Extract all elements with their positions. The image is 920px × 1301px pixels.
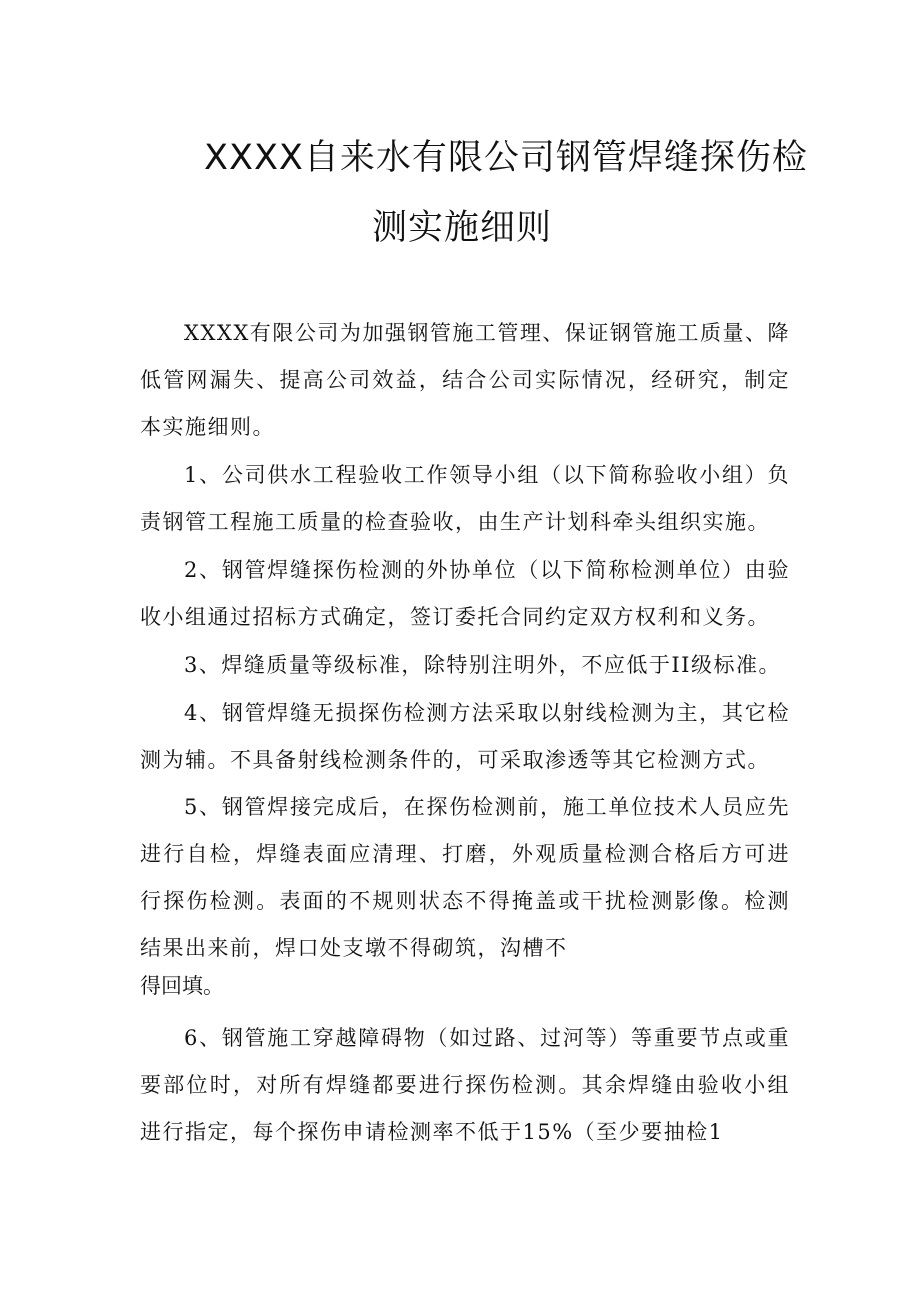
document-title-line-1: XXXX自来水有限公司钢管焊缝探伤检 bbox=[204, 138, 808, 178]
paragraph-text-continuation: 得回填。 bbox=[140, 974, 224, 998]
clause-4-paragraph bbox=[140, 690, 790, 784]
paragraph-text: 4、钢管焊缝无损探伤检测方法采取以射线检测为主，其它检测为辅。不具备射线检测条件的，可采取渗透等其它检测方式。 bbox=[140, 701, 790, 772]
intro-paragraph bbox=[140, 310, 790, 451]
document-title-line-2: 测实施细则 bbox=[372, 208, 553, 248]
clause-3-paragraph bbox=[140, 642, 790, 689]
clause-5-paragraph bbox=[140, 784, 790, 1000]
paragraph-text: 5、钢管焊接完成后，在探伤检测前，施工单位技术人员应先进行自检，焊缝表面应清理、打磨，外观质量检测合格后方可进行探伤检测。表面的不规则状态不得掩盖或干扰检测影像。检测结果出来前，焊口处支墩不得砌筑，沟槽不 bbox=[140, 795, 790, 960]
paragraph-text: 2、钢管焊缝探伤检测的外协单位（以下简称检测单位）由验收小组通过招标方式确定，签订委托合同约定双方权利和义务。 bbox=[140, 558, 790, 629]
clause-2-paragraph bbox=[140, 547, 790, 641]
paragraph-text: XXXX有限公司为加强钢管施工管理、保证钢管施工质量、降低管网漏失、提高公司效益，结合公司实际情况，经研究，制定本实施细则。 bbox=[140, 321, 790, 439]
paragraph-text: 3、焊缝质量等级标准，除特别注明外，不应低于II级标准。 bbox=[184, 653, 781, 677]
clause-1-paragraph bbox=[140, 452, 790, 546]
paragraph-text: 1、公司供水工程验收工作领导小组（以下简称验收小组）负责钢管工程施工质量的检查验收，由生产计划科牵头组织实施。 bbox=[140, 463, 790, 534]
paragraph-text: 6、钢管施工穿越障碍物（如过路、过河等）等重要节点或重要部位时，对所有焊缝都要进行探伤检测。其余焊缝由验收小组进行指定，每个探伤申请检测率不低于15%（至少要抽检1 bbox=[140, 1026, 790, 1144]
clause-6-paragraph bbox=[140, 1015, 790, 1156]
